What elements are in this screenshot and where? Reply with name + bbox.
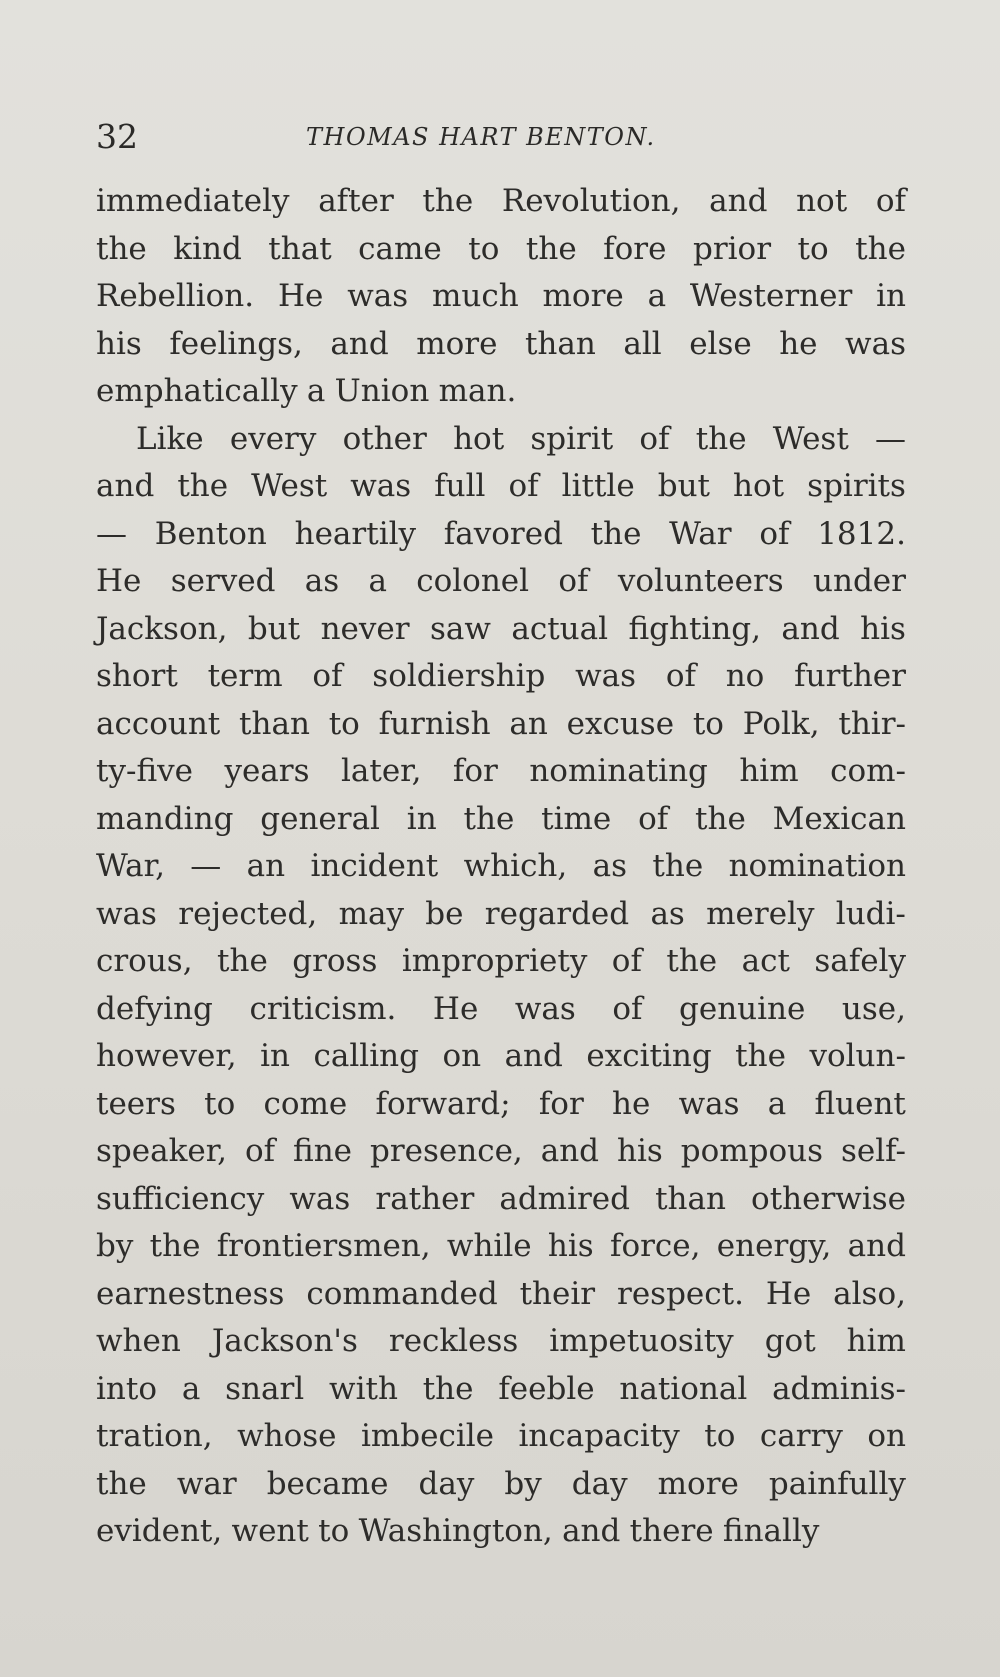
text-line: sufficiency was rather admired than otherwise bbox=[96, 1180, 906, 1217]
text-line: He served as a colonel of volunteers under bbox=[96, 563, 906, 599]
text-line: tration, whose imbecile incapacity to carry on bbox=[96, 1418, 906, 1454]
running-title: THOMAS HART BENTON. bbox=[306, 123, 656, 151]
text-line: by the frontiersmen, while his force, energy, and bbox=[96, 1228, 906, 1264]
text-line: — Benton heartily favored the War of 1812. bbox=[96, 515, 906, 552]
text-line: immediately after the Revolution, and not of bbox=[96, 183, 906, 219]
page-header bbox=[96, 112, 906, 162]
text-line: when Jackson's reckless impetuosity got him bbox=[96, 1323, 906, 1359]
paragraph bbox=[96, 178, 906, 416]
text-line: Jackson, but never saw actual fighting, and his bbox=[96, 610, 906, 647]
text-line: teers to come forward; for he was a fluent bbox=[96, 1085, 906, 1122]
text-line: crous, the gross impropriety of the act safely bbox=[96, 943, 906, 979]
text-line: defying criticism. He was of genuine use, bbox=[96, 990, 906, 1027]
text-line: however, in calling on and exciting the volun- bbox=[96, 1038, 906, 1074]
text-line: emphatically a Union man. bbox=[96, 373, 517, 409]
text-line: War, — an incident which, as the nomination bbox=[96, 848, 906, 884]
body-text bbox=[96, 178, 906, 1556]
text-line: and the West was full of little but hot spirits bbox=[96, 468, 906, 504]
page-number: 32 bbox=[96, 117, 138, 156]
text-line: his feelings, and more than all else he was bbox=[96, 325, 906, 362]
text-line: speaker, of fine presence, and his pompous self- bbox=[96, 1133, 906, 1169]
text-line: was rejected, may be regarded as merely ludi- bbox=[96, 895, 906, 932]
text-line: evident, went to Washington, and there finally bbox=[96, 1513, 820, 1549]
text-line: Rebellion. He was much more a Westerner in bbox=[96, 278, 906, 314]
text-line: ty-five years later, for nominating him com- bbox=[96, 753, 906, 789]
text-line: earnestness commanded their respect. He also, bbox=[96, 1275, 906, 1312]
text-line: Like every other hot spirit of the West — bbox=[136, 420, 906, 457]
text-line: account than to furnish an excuse to Polk, thir- bbox=[96, 705, 906, 742]
text-line: the kind that came to the fore prior to the bbox=[96, 230, 906, 267]
text-line: the war became day by day more painfully bbox=[96, 1465, 906, 1502]
text-line: short term of soldiership was of no further bbox=[96, 658, 906, 694]
text-line: into a snarl with the feeble national adminis- bbox=[96, 1370, 906, 1407]
text-line: manding general in the time of the Mexican bbox=[96, 800, 906, 837]
paragraph bbox=[96, 416, 906, 1556]
